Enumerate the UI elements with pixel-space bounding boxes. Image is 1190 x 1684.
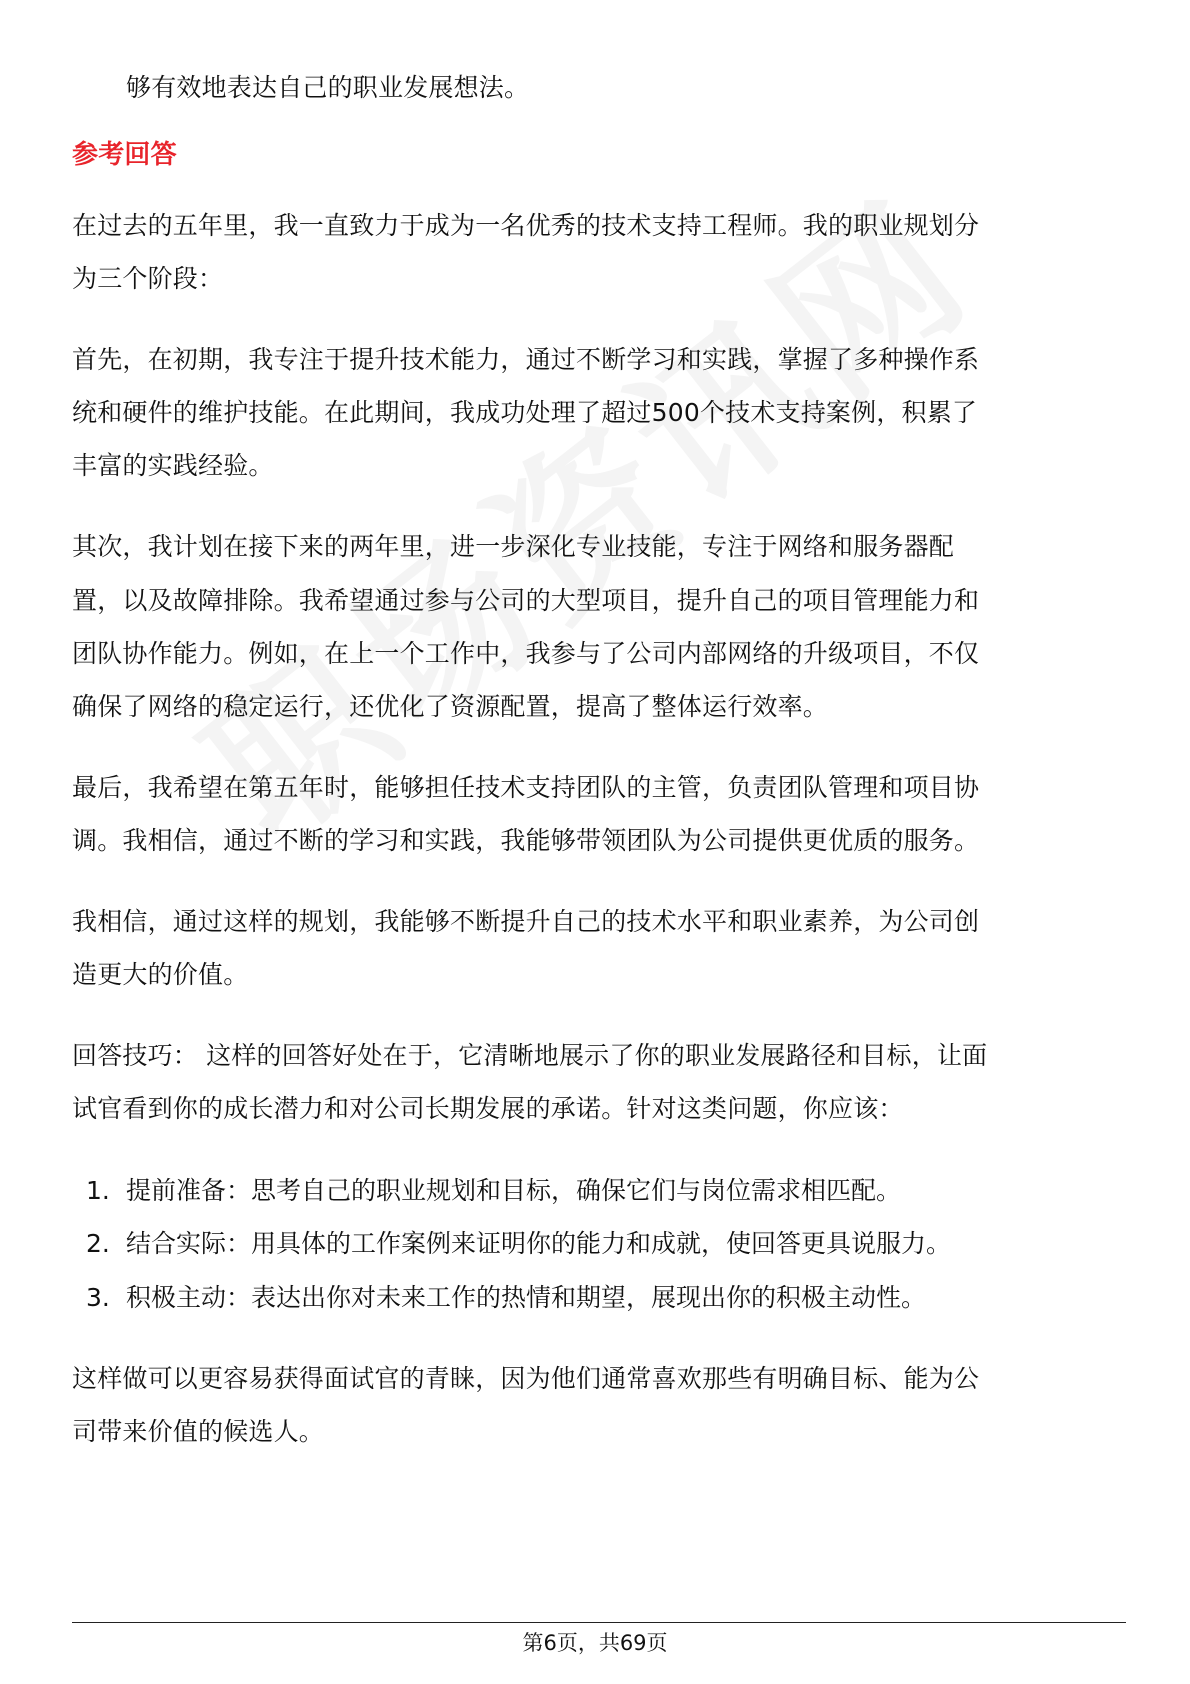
text-line: 置，以及故障排除。我希望通过参与公司的大型项目，提升自己的项目管理能力和 [72,586,980,615]
text-line: 丰富的实践经验。 [72,451,274,480]
text-line: 我相信，通过这样的规划，我能够不断提升自己的技术水平和职业素养，为公司创 [72,907,980,936]
list-text: 结合实际：用具体的工作案例来证明你的能力和成就，使回答更具说服力。 [126,1229,952,1258]
list-number: 2. [86,1229,110,1258]
text-line: 为三个阶段： [72,264,224,293]
text-line: 统和硬件的维护技能。在此期间，我成功处理了超过500个技术支持案例，积累了 [72,398,978,427]
text-line: 这样做可以更容易获得面试官的青睐，因为他们通常喜欢那些有明确目标、能为公 [72,1364,980,1393]
page-number: 第6页，共69页 [522,1631,668,1655]
text-line: 确保了网络的稳定运行，还优化了资源配置，提高了整体运行效率。 [72,692,829,721]
text-line: 试官看到你的成长潜力和对公司长期发展的承诺。针对这类问题，你应该： [72,1094,904,1123]
text-line: 司带来价值的候选人。 [72,1417,325,1446]
text-line: 其次，我计划在接下来的两年里，进一步深化专业技能，专注于网络和服务器配 [72,532,955,561]
list-number: 3. [86,1283,110,1312]
text-line: 够有效地表达自己的职业发展想法。 [126,73,530,102]
text-line: 调。我相信，通过不断的学习和实践，我能够带领团队为公司提供更优质的服务。 [72,826,980,855]
text-line: 在过去的五年里，我一直致力于成为一名优秀的技术支持工程师。我的职业规划分 [72,211,980,240]
list-text: 提前准备：思考自己的职业规划和目标，确保它们与岗位需求相匹配。 [126,1176,902,1205]
text-line: 团队协作能力。例如，在上一个工作中，我参与了公司内部网络的升级项目，不仅 [72,639,980,668]
text-line: 最后，我希望在第五年时，能够担任技术支持团队的主管，负责团队管理和项目协 [72,773,980,802]
text-line: 造更大的价值。 [72,960,249,989]
text-line: 回答技巧： 这样的回答好处在于，它清晰地展示了你的职业发展路径和目标，让面 [72,1041,988,1070]
list-text: 积极主动：表达出你对未来工作的热情和期望，展现出你的积极主动性。 [126,1283,927,1312]
list-number: 1. [86,1176,110,1205]
footer-divider [72,1622,1126,1623]
text-line: 首先，在初期，我专注于提升技术能力，通过不断学习和实践，掌握了多种操作系 [72,345,980,374]
section-heading: 参考回答 [72,140,177,170]
